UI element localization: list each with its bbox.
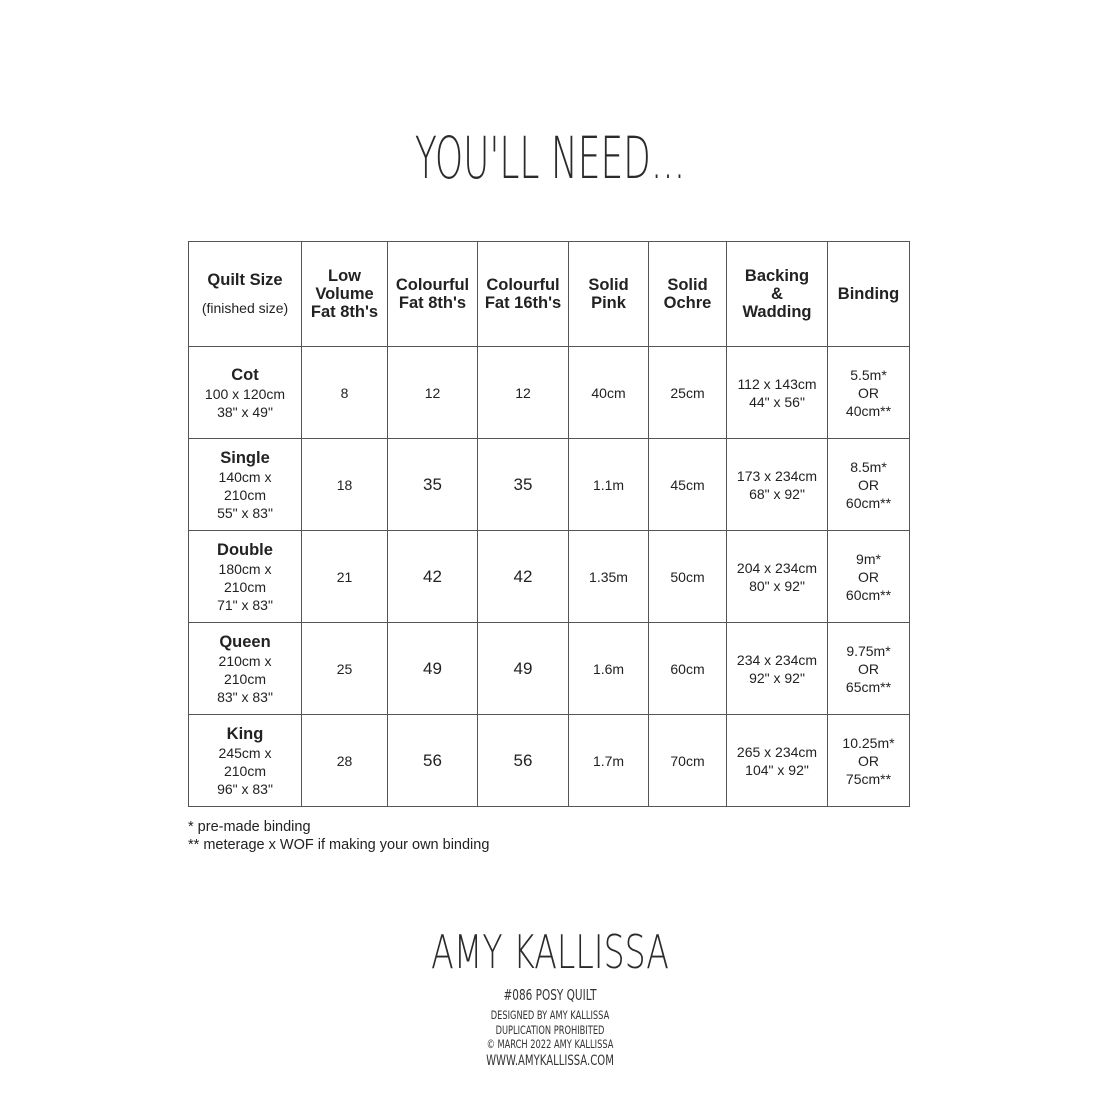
cell-quilt-size [189, 347, 302, 439]
quilt-size-line: 96" x 83" [217, 780, 273, 797]
cell-colourful-8th: 42 [388, 531, 478, 623]
cell-colourful-8th: 49 [388, 623, 478, 715]
quilt-size-name: Double [217, 540, 273, 559]
quilt-size-line: 210cm [223, 670, 267, 687]
header-line: Volume [315, 285, 374, 303]
binding-line: OR [858, 568, 879, 585]
cell-solid-ochre: 50cm [649, 531, 727, 623]
header-line: Fat 16th's [484, 294, 562, 312]
cell-binding [828, 439, 910, 531]
cell-solid-ochre: 70cm [649, 715, 727, 807]
table-row [189, 715, 910, 807]
quilt-size-name: Queen [219, 632, 271, 651]
header-line: Solid [667, 276, 708, 294]
quilt-size-line: 83" x 83" [217, 688, 273, 705]
cell-low-volume: 25 [302, 623, 388, 715]
cell-backing [727, 715, 828, 807]
cell-backing [727, 347, 828, 439]
binding-line: 75cm** [845, 770, 892, 787]
quilt-size-line: 38" x 49" [217, 403, 273, 420]
quilt-size-line: 100 x 120cm [204, 385, 286, 402]
backing-line: 265 x 234cm [736, 743, 818, 760]
header-line: Colourful [395, 276, 470, 294]
quilt-size-name: Cot [231, 365, 259, 384]
binding-line: OR [858, 660, 879, 677]
cell-solid-pink: 1.6m [569, 623, 649, 715]
cell-solid-pink: 1.1m [569, 439, 649, 531]
table-row [189, 623, 910, 715]
cell-solid-pink: 40cm [569, 347, 649, 439]
cell-backing [727, 623, 828, 715]
footnote-meterage: ** meterage x WOF if making your own binding [188, 837, 490, 853]
table-row [189, 531, 910, 623]
binding-line: OR [858, 752, 879, 769]
duplication-notice: DUPLICATION PROHIBITED [495, 1022, 605, 1037]
backing-line: 68" x 92" [749, 485, 805, 502]
header-backing-wadding [727, 242, 828, 347]
brand-name: AMY KALLISSA [431, 925, 669, 979]
website: WWW.AMYKALLISSA.COM [486, 1052, 614, 1069]
table-row [189, 439, 910, 531]
cell-binding [828, 623, 910, 715]
cell-solid-ochre: 25cm [649, 347, 727, 439]
header-colourful-fat-16ths [478, 242, 569, 347]
header-quilt-size-sub: (finished size) [201, 300, 289, 316]
footnote-premade: * pre-made binding [188, 819, 311, 835]
backing-line: 204 x 234cm [736, 559, 818, 576]
cell-quilt-size [189, 715, 302, 807]
binding-line: 5.5m* [850, 366, 887, 383]
cell-backing [727, 439, 828, 531]
binding-line: 40cm** [845, 402, 892, 419]
binding-line: 65cm** [845, 678, 892, 695]
binding-line: OR [858, 384, 879, 401]
cell-quilt-size [189, 439, 302, 531]
cell-binding [828, 715, 910, 807]
header-binding: Binding [828, 242, 910, 347]
backing-line: 173 x 234cm [736, 467, 818, 484]
header-line: Wadding [742, 303, 812, 321]
quilt-size-name: King [226, 724, 264, 743]
binding-line: 8.5m* [850, 458, 887, 475]
backing-line: 234 x 234cm [736, 651, 818, 668]
copyright: © MARCH 2022 AMY KALLISSA [486, 1037, 614, 1051]
cell-low-volume: 28 [302, 715, 388, 807]
cell-colourful-16th: 42 [478, 531, 569, 623]
cell-colourful-16th: 56 [478, 715, 569, 807]
backing-line: 92" x 92" [749, 669, 805, 686]
header-line: Colourful [486, 276, 560, 294]
quilt-size-line: 180cm x [218, 560, 272, 577]
cell-low-volume: 8 [302, 347, 388, 439]
backing-line: 112 x 143cm [737, 375, 817, 392]
quilt-size-line: 140cm x [218, 468, 272, 485]
quilt-size-line: 210cm x [218, 652, 272, 669]
header-low-volume [302, 242, 388, 347]
table-header-row [189, 242, 910, 347]
cell-binding [828, 531, 910, 623]
backing-line: 80" x 92" [749, 577, 805, 594]
header-line: & [771, 285, 783, 303]
pattern-name: #086 POSY QUILT [503, 986, 597, 1004]
requirements-table [188, 241, 910, 807]
quilt-size-line: 210cm [223, 486, 267, 503]
binding-line: 60cm** [845, 494, 892, 511]
cell-quilt-size [189, 623, 302, 715]
cell-quilt-size [189, 531, 302, 623]
cell-solid-pink: 1.35m [569, 531, 649, 623]
credits [154, 1008, 946, 1070]
header-quilt-size [189, 242, 302, 347]
binding-line: 10.25m* [842, 734, 895, 751]
binding-line: 9m* [856, 550, 881, 567]
footnotes [188, 818, 489, 854]
header-line: Fat 8th's [310, 303, 379, 321]
header-line: Solid [588, 276, 629, 294]
header-line: Pink [591, 294, 626, 312]
cell-binding [828, 347, 910, 439]
cell-solid-ochre: 45cm [649, 439, 727, 531]
header-colourful-fat-8ths [388, 242, 478, 347]
cell-colourful-8th: 12 [388, 347, 478, 439]
cell-solid-pink: 1.7m [569, 715, 649, 807]
quilt-size-line: 55" x 83" [217, 504, 273, 521]
header-line: Fat 8th's [398, 294, 467, 312]
binding-line: 60cm** [845, 586, 892, 603]
quilt-size-line: 210cm [223, 762, 267, 779]
header-line: Low [328, 267, 361, 285]
header-line: Ochre [663, 294, 712, 312]
binding-line: OR [858, 476, 879, 493]
page-title: YOU'LL NEED... [414, 124, 686, 192]
header-quilt-size-label: Quilt Size [207, 271, 283, 289]
cell-colourful-16th: 35 [478, 439, 569, 531]
header-line: Backing [744, 267, 810, 285]
binding-line: 9.75m* [846, 642, 891, 659]
cell-low-volume: 18 [302, 439, 388, 531]
backing-line: 104" x 92" [745, 761, 809, 778]
cell-colourful-8th: 56 [388, 715, 478, 807]
header-solid-ochre [649, 242, 727, 347]
quilt-size-line: 245cm x [218, 744, 272, 761]
header-solid-pink [569, 242, 649, 347]
cell-colourful-16th: 12 [478, 347, 569, 439]
cell-low-volume: 21 [302, 531, 388, 623]
cell-solid-ochre: 60cm [649, 623, 727, 715]
cell-colourful-8th: 35 [388, 439, 478, 531]
cell-backing [727, 531, 828, 623]
quilt-size-line: 210cm [223, 578, 267, 595]
backing-line: 44" x 56" [749, 393, 805, 410]
designed-by: DESIGNED BY AMY KALLISSA [490, 1008, 610, 1022]
table-row [189, 347, 910, 439]
quilt-size-name: Single [220, 448, 270, 467]
quilt-size-line: 71" x 83" [217, 596, 273, 613]
cell-colourful-16th: 49 [478, 623, 569, 715]
